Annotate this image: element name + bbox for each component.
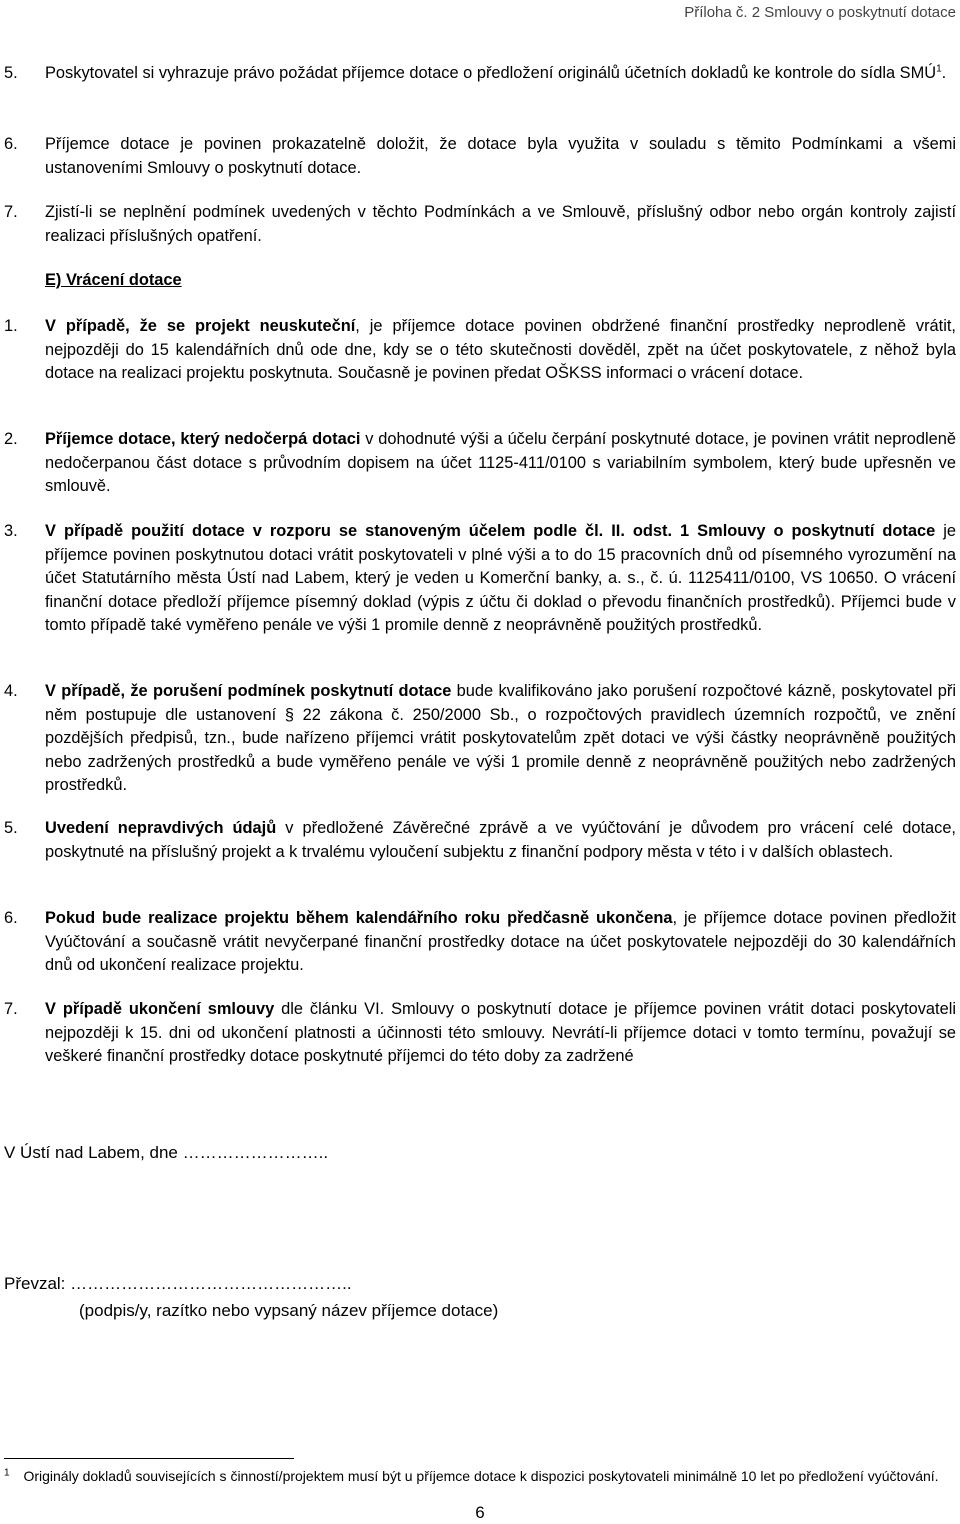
item-text: bude kvalifikováno jako porušení rozpočtové kázně, poskytovatel při něm postupuje dle ustanovení § 22 zákona č. 250/2000 Sb., o rozpočtových pravidlech územních rozpočtů, ve znění pozdějších předpisů, tzn., bude nařízeno příjemci vrátit poskytovatelům zpět dotaci ve výši částky neoprávněně použitých nebo zadržených prostředků a bude vyměřeno penále ve výši 1 promile denně z neoprávněně použitých nebo zadržených prostředků.	[45, 682, 956, 794]
paragraph-e1	[4, 315, 956, 386]
paragraph-e7	[4, 998, 956, 1069]
item-number: 5.	[4, 819, 18, 837]
item-bold-lead: V případě, že se projekt neuskuteční	[45, 317, 356, 335]
item-text: v dohodnuté výši a účelu čerpání poskytnuté dotace, je povinen vrátit neprodleně nedočerpanou část dotace s průvodním dopisem na účet 1125-411/0100 s variabilním symbolem, který bude upřesněn ve smlouvě.	[45, 430, 956, 495]
footnote-ref: 1	[936, 63, 942, 75]
item-text: je příjemce povinen poskytnutou dotaci vrátit poskytovateli v plné výši a to do 15 pracovních dnů od písemného vyrozumění na účet Statutárního města Ústí nad Labem, který je veden u Komerční banky, a. s., č. ú. 1125411/0100, VS 10650. O vrácení finanční dotace předloží příjemce písemný doklad (výpis z účtu či doklad o převodu finančních prostředků). Příjemci bude v tomto případě také vyměřeno penále ve výši 1 promile denně z neoprávněně použitých prostředků.	[45, 522, 956, 634]
page-header: Příloha č. 2 Smlouvy o poskytnutí dotace	[684, 4, 956, 21]
item-bold-lead: Příjemce dotace, který nedočerpá dotaci	[45, 430, 361, 448]
signature-note: (podpis/y, razítko nebo vypsaný název příjemce dotace)	[79, 1301, 499, 1320]
item-number: 6.	[4, 135, 18, 153]
item-number: 6.	[4, 909, 18, 927]
item-text: v předložené Závěrečné zprávě a ve vyúčtování je důvodem pro vrácení celé dotace, poskytnuté na příslušný projekt a k trvalému vyloučení subjektu z finanční podpory města v této i v dalších oblastech.	[45, 819, 956, 861]
item-text: Poskytovatel si vyhrazuje právo požádat příjemce dotace o předložení originálů účetních dokladů ke kontrole do sídla SMÚ	[45, 64, 937, 82]
item-text: Příjemce dotace je povinen prokazatelně doložit, že dotace byla využita v souladu s těmito Podmínkami a všemi ustanoveními Smlouvy o poskytnutí dotace.	[45, 135, 956, 177]
footnote	[4, 1466, 956, 1486]
footnote-separator	[4, 1458, 294, 1459]
paragraph-e4	[4, 680, 956, 798]
item-text: dle článku VI. Smlouvy o poskytnutí dotace je příjemce povinen vrátit dotaci poskytovateli nejpozději k 15. dni od ukončení platnosti a účinnosti této smlouvy. Nevrátí-li příjemce dotaci v tomto termínu, považují se veškeré finanční prostředky dotace poskytnuté příjemci do této doby za zadržené	[45, 1000, 956, 1065]
page-number: 6	[475, 1503, 485, 1522]
footnote-text: Originály dokladů souvisejících s činností/projektem musí být u příjemce dotace k dispozici poskytovateli minimálně 10 let po předložení vyúčtování.	[23, 1468, 939, 1484]
paragraph-e3	[4, 520, 956, 638]
section-e-heading: E) Vrácení dotace	[45, 271, 182, 289]
paragraph-d7	[4, 201, 956, 248]
item-number: 7.	[4, 1000, 18, 1018]
section-heading	[4, 269, 956, 293]
item-number: 3.	[4, 522, 18, 540]
place-date-line: V Ústí nad Labem, dne ……………………..	[4, 1143, 329, 1162]
paragraph-e5	[4, 817, 956, 864]
item-text: Zjistí-li se neplnění podmínek uvedených v těchto Podmínkách a ve Smlouvě, příslušný odbor nebo orgán kontroly zajistí realizaci příslušných opatření.	[45, 203, 956, 245]
item-text-end: .	[941, 64, 947, 82]
item-text: , je příjemce dotace povinen předložit Vyúčtování a současně vrátit nevyčerpané finanční prostředky dotace na účet poskytovatele nejpozději do 30 kalendářních dnů od ukončení realizace projektu.	[45, 909, 956, 974]
item-number: 4.	[4, 682, 18, 700]
item-bold-lead: Uvedení nepravdivých údajů	[45, 819, 277, 837]
paragraph-e2	[4, 428, 956, 499]
item-number: 5.	[4, 64, 18, 82]
item-text: , je příjemce dotace povinen obdržené finanční prostředky neprodleně vrátit, nejpozději do 15 kalendářních dnů ode dne, kdy se o této skutečnosti dověděl, zpět na účet poskytovatele, z něhož byla dotace na realizaci projektu poskytnuta. Současně je povinen předat OŠKSS informaci o vrácení dotace.	[45, 317, 956, 382]
item-bold-lead: V případě, že porušení podmínek poskytnutí dotace	[45, 682, 452, 700]
item-number: 1.	[4, 317, 18, 335]
paragraph-d6	[4, 133, 956, 180]
footnote-number: 1	[4, 1467, 10, 1479]
item-number: 7.	[4, 203, 18, 221]
paragraph-e6	[4, 907, 956, 978]
item-bold-lead: V případě použití dotace v rozporu se stanoveným účelem podle čl. II. odst. 1 Smlouvy o poskytnutí dotace	[45, 522, 936, 540]
item-bold-lead: Pokud bude realizace projektu během kalendářního roku předčasně ukončena	[45, 909, 673, 927]
item-bold-lead: V případě ukončení smlouvy	[45, 1000, 275, 1018]
item-number: 2.	[4, 430, 18, 448]
paragraph-d5	[4, 62, 956, 86]
received-by-line: Převzal: …………………………………………..	[4, 1274, 352, 1293]
